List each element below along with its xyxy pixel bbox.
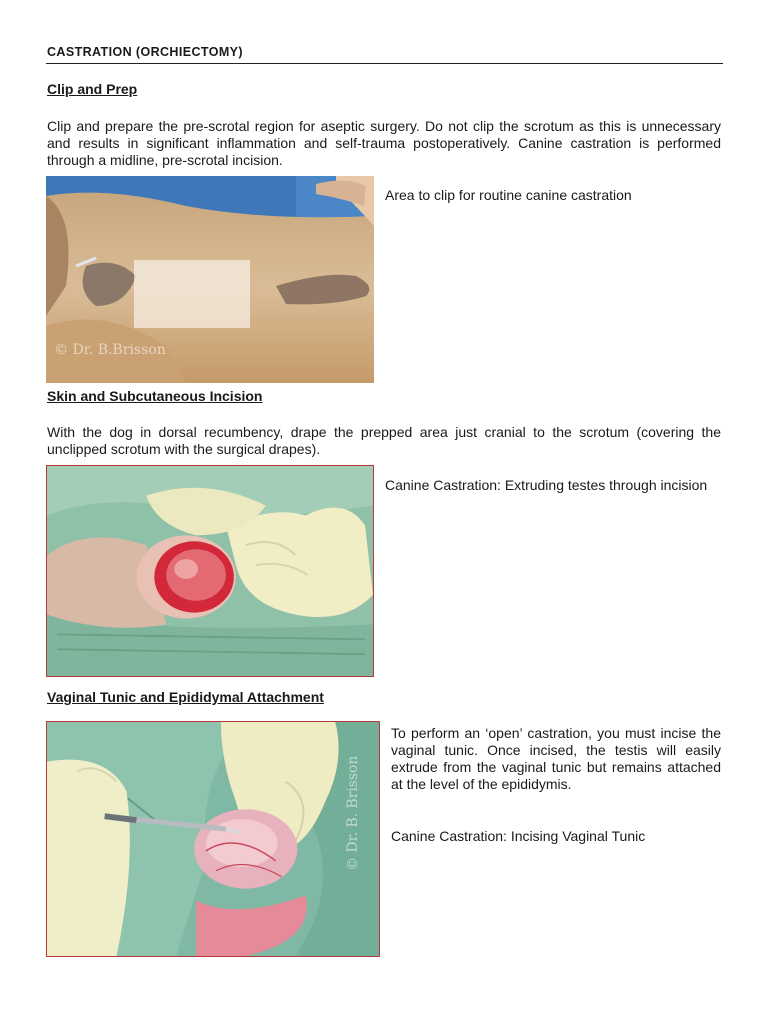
photo-watermark: © Dr. B. Brisson xyxy=(345,755,362,871)
vaginal-tunic-paragraph: To perform an ‘open’ castration, you must incise the vaginal tunic. Once incised, the testis will easily extrude from the vaginal tunic but remains attached at the level of the epididymis. xyxy=(391,725,721,792)
photo-clip-area xyxy=(46,176,374,383)
vaginal-tunic-caption: Canine Castration: Incising Vaginal Tunic xyxy=(391,828,646,844)
title-divider xyxy=(46,63,723,64)
photo-incising-tunic xyxy=(46,721,380,957)
clip-prep-paragraph: Clip and prepare the pre-scrotal region for aseptic surgery. Do not clip the scrotum as this is unnecessary and results in significant inflammation and self-trauma postoperatively. Canine castration is performed through a midline, pre-scrotal incision. xyxy=(47,118,721,168)
photo-watermark: © Dr. B.Brisson xyxy=(54,342,166,358)
clip-prep-caption: Area to clip for routine canine castration xyxy=(385,187,632,203)
section-heading-clip-prep: Clip and Prep xyxy=(47,81,138,97)
section-heading-skin-incision: Skin and Subcutaneous Incision xyxy=(47,388,263,404)
section-heading-vaginal-tunic: Vaginal Tunic and Epididymal Attachment xyxy=(47,689,324,705)
document-title: CASTRATION (ORCHIECTOMY) xyxy=(47,45,243,59)
skin-incision-paragraph: With the dog in dorsal recumbency, drape the prepped area just cranial to the scrotum (covering the unclipped scrotum with the surgical drapes). xyxy=(47,424,721,457)
photo-extruding-testes xyxy=(46,465,374,677)
skin-incision-caption: Canine Castration: Extruding testes through incision xyxy=(385,477,708,493)
